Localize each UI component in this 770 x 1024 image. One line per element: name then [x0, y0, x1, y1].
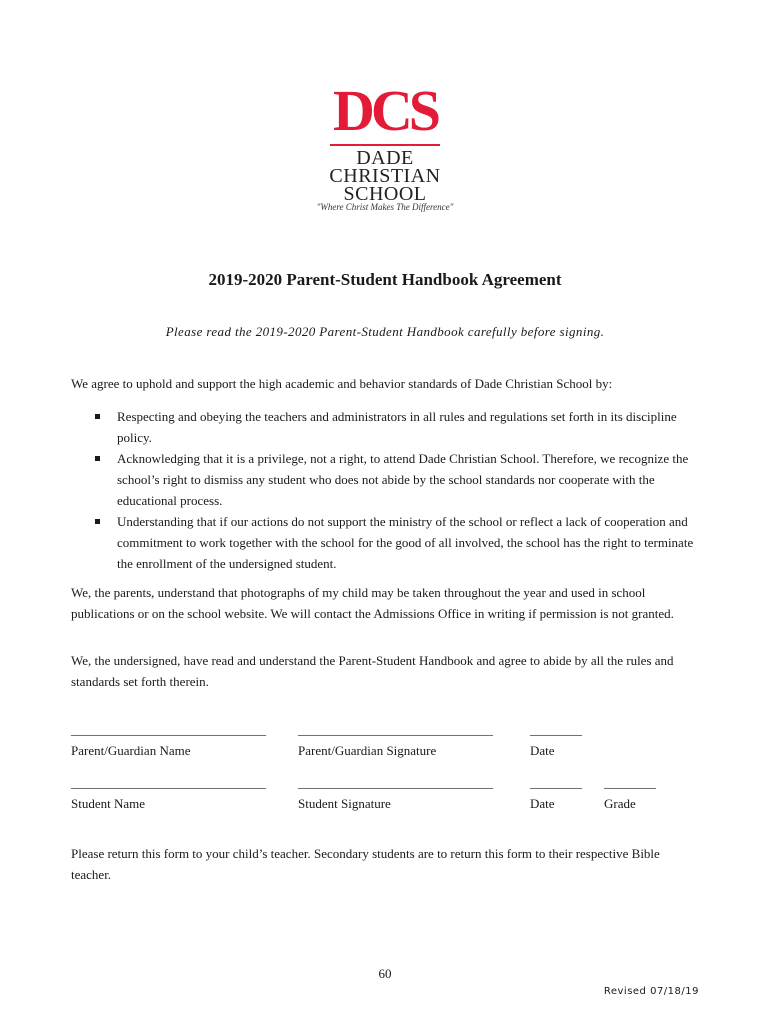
- revision-date: Revised 07/18/19: [603, 986, 699, 997]
- return-instructions: Please return this form to your child’s teacher. Secondary students are to return this form to their respective Bible teacher.: [71, 846, 660, 882]
- list-item-text: Acknowledging that it is a privilege, not a right, to attend Dade Christian School. Therefore, we recognize the school’s right to dismiss any student who does not abide by the school standards nor cooperate with the educational process.: [117, 451, 689, 508]
- photo-consent-paragraph: We, the parents, understand that photographs of my child may be taken throughout the year and used in school publications or on the school website. We will contact the Admissions Office in writing if permission is not granted.: [71, 585, 674, 621]
- student-date-field[interactable]: [530, 775, 582, 812]
- bullet-square-icon: [95, 519, 100, 524]
- signature-line: ______________________________: [71, 722, 266, 737]
- bullet-square-icon: [95, 456, 100, 461]
- signature-line: ______________________________: [71, 775, 266, 790]
- page-title: 2019-2020 Parent-Student Handbook Agreement: [208, 270, 562, 289]
- signature-line: ________: [530, 722, 582, 737]
- signature-line: ________: [530, 775, 582, 790]
- signature-line: ________: [604, 775, 656, 790]
- signature-line: ______________________________: [298, 722, 493, 737]
- list-item: [71, 448, 701, 511]
- page-number: 60: [378, 966, 392, 981]
- parent-name-label: Parent/Guardian Name: [71, 743, 191, 758]
- list-item: [71, 511, 701, 574]
- list-item: [71, 406, 701, 448]
- list-item-text: Respecting and obeying the teachers and administrators in all rules and regulations set forth in its discipline policy.: [117, 409, 677, 445]
- logo-divider: [330, 144, 440, 146]
- signature-line: ______________________________: [298, 775, 493, 790]
- agreement-list: [71, 406, 701, 574]
- student-name-label: Student Name: [71, 796, 146, 811]
- school-logo: [300, 74, 470, 224]
- student-signature-field[interactable]: [298, 775, 493, 812]
- student-date-label: Date: [530, 796, 555, 811]
- logo-mark-text: DCS: [332, 78, 438, 143]
- student-name-field[interactable]: [71, 775, 266, 812]
- logo-line-2: CHRISTIAN: [329, 165, 441, 187]
- page-subtitle: Please read the 2019-2020 Parent-Student Handbook carefully before signing.: [165, 324, 605, 339]
- grade-label: Grade: [604, 796, 636, 811]
- logo-line-3: SCHOOL: [343, 183, 427, 205]
- parent-name-field[interactable]: [71, 722, 266, 759]
- dcs-logo-mark: [332, 78, 438, 143]
- intro-paragraph: We agree to uphold and support the high academic and behavior standards of Dade Christian School by:: [71, 376, 613, 391]
- undersigned-paragraph: We, the undersigned, have read and understand the Parent-Student Handbook and agree to abide by all the rules and standards set forth therein.: [71, 653, 674, 689]
- parent-date-field[interactable]: [530, 722, 582, 759]
- parent-signature-field[interactable]: [298, 722, 493, 759]
- logo-tagline: "Where Christ Makes The Difference": [316, 202, 454, 212]
- student-signature-label: Student Signature: [298, 796, 391, 811]
- bullet-square-icon: [95, 414, 100, 419]
- list-item-text: Understanding that if our actions do not support the ministry of the school or reflect a lack of cooperation and commitment to work together with the school for the good of all involved, the school has the right to terminate the enrollment of the undersigned student.: [117, 514, 694, 571]
- grade-field[interactable]: [604, 775, 656, 812]
- parent-signature-label: Parent/Guardian Signature: [298, 743, 437, 758]
- parent-date-label: Date: [530, 743, 555, 758]
- logo-line-1: DADE: [356, 147, 414, 169]
